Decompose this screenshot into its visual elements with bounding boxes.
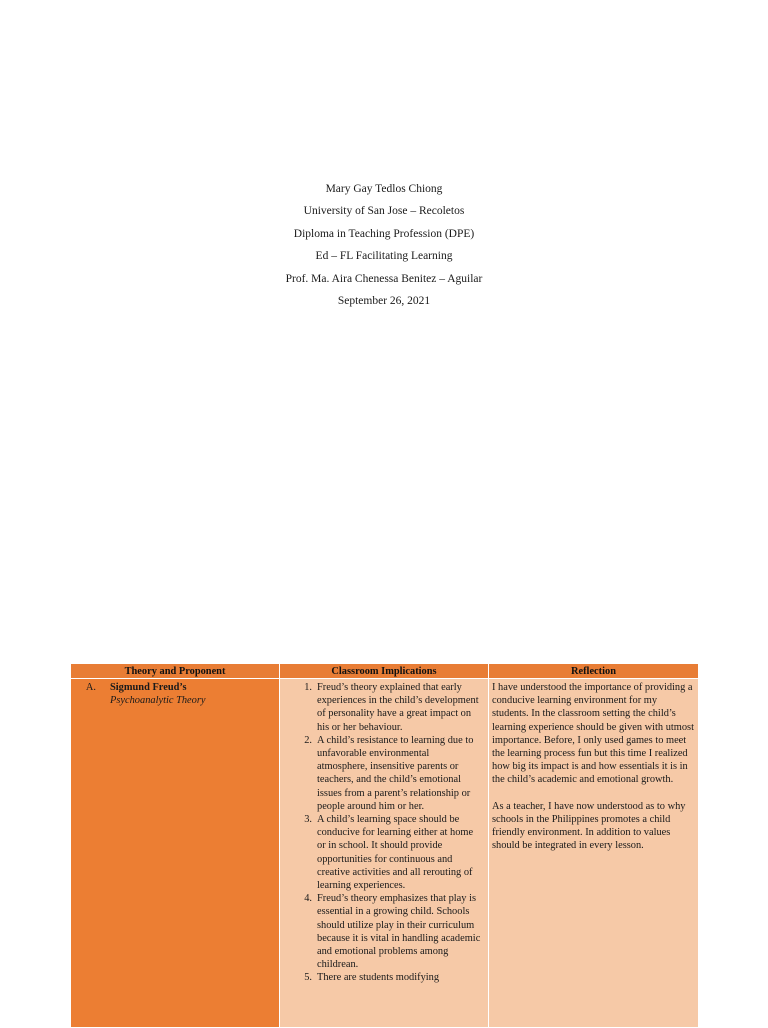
reflection-cell [489, 679, 699, 1028]
list-number: 3. [304, 814, 312, 826]
list-text: A child’s resistance to learning due to unfavorable environmental atmosphere, insensitive parents or teachers, and the child’s emotional issues from a parent’s relationship or people around him or her. [317, 734, 474, 812]
list-number: 5. [304, 972, 312, 984]
list-item [283, 681, 485, 734]
table-header-row [71, 664, 699, 679]
list-number: 2. [304, 734, 312, 746]
header-reflection: Reflection [489, 664, 699, 679]
implications-list [283, 681, 485, 985]
list-text: A child’s learning space should be conducive for learning either at home or in school. It should provide opportunities for continuous and creative activities and all rerouting of learning experiences. [317, 814, 474, 892]
reflection-paragraph: As a teacher, I have now understood as to why schools in the Philippines promotes a child friendly environment. In addition to values should be integrated in every lesson. [492, 800, 686, 852]
theory-table [70, 663, 699, 1028]
submission-date: September 26, 2021 [337, 295, 431, 308]
list-text: Freud’s theory explained that early experiences in the child’s development of personality have a great impact on his or her behaviour. [317, 682, 479, 733]
list-item [283, 971, 485, 984]
reflection-paragraph: I have understood the importance of providing a conducive learning environment for my students. In the classroom setting the child’s learning experience should be given with utmost importance. Before, I only used games to meet the learning process fun but this time I realized how big its impact is and how essentials it is in the child’s academic and emotional growth. [492, 682, 694, 786]
theory-proponent: Sigmund Freud’s [110, 682, 187, 693]
theory-cell [71, 679, 280, 1028]
list-number: 1. [304, 682, 312, 693]
table-row [71, 679, 699, 1028]
course-name: Ed – FL Facilitating Learning [315, 250, 453, 263]
implications-cell [280, 679, 489, 1028]
list-item [283, 892, 485, 971]
list-item [283, 734, 485, 813]
program-name: Diploma in Teaching Profession (DPE) [293, 227, 475, 240]
university-name: University of San Jose – Recoletos [303, 205, 465, 218]
list-item [283, 813, 485, 892]
author-name: Mary Gay Tedlos Chiong [325, 183, 443, 195]
list-text: There are students modifying [317, 972, 440, 984]
header-theory: Theory and Proponent [71, 664, 280, 679]
professor-name: Prof. Ma. Aira Chenessa Benitez – Aguilar [285, 272, 483, 285]
list-text: Freud’s theory emphasizes that play is essential in a growing child. Schools should utilize play in their curriculum because it is vital in handling academic and emotional problems among childrean. [317, 893, 481, 971]
title-block [0, 178, 768, 312]
theory-letter: A. [85, 682, 96, 693]
header-implications: Classroom Implications [280, 664, 489, 679]
list-number: 4. [304, 893, 312, 905]
theory-title: Psychoanalytic Theory [110, 695, 206, 707]
